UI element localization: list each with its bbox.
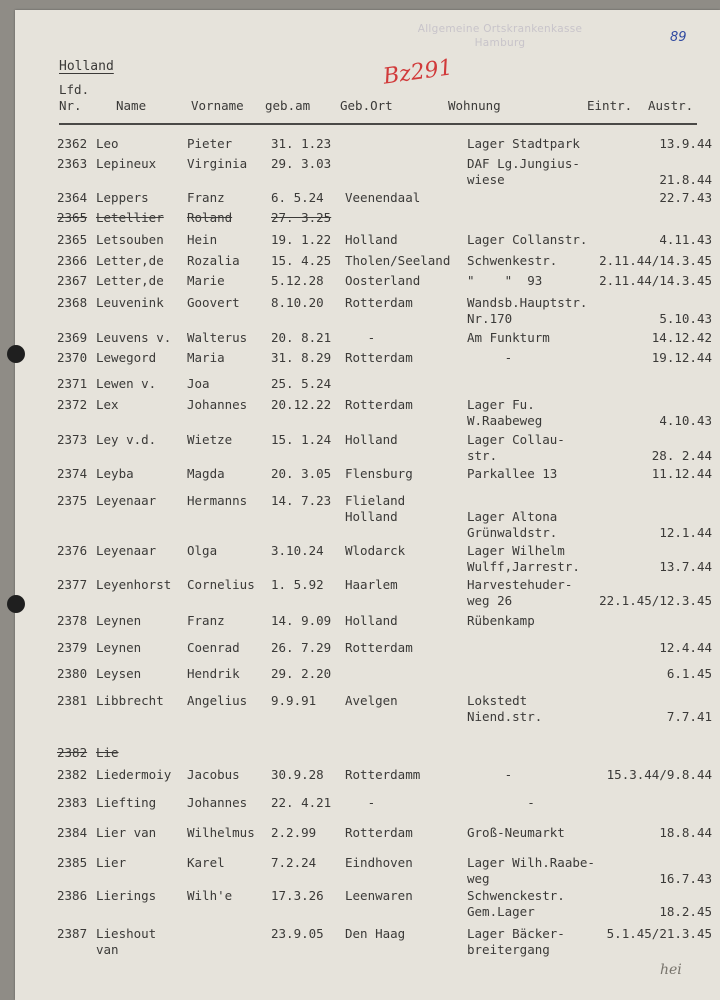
row-geb-ort: Rotterdamm [345, 767, 421, 782]
row-datum: 22.7.43 [659, 190, 712, 205]
row-wohnung: Lager Collau- str. [467, 432, 565, 463]
row-wohnung: Lager Bäcker- breitergang [467, 926, 565, 957]
row-name: Liefting [96, 795, 157, 810]
row-geb-am: 15. 4.25 [271, 253, 332, 268]
row-name: Leyenhorst [96, 577, 172, 592]
row-geb-am: 26. 7.29 [271, 640, 332, 655]
document-page [15, 10, 720, 1000]
row-geb-ort: Veenendaal [345, 190, 421, 205]
row-number: 2380 [57, 666, 88, 681]
row-name: Lex [96, 397, 119, 412]
stamp-line: Hamburg [474, 37, 526, 49]
row-wohnung: - [467, 767, 513, 782]
header-austr: Austr. [648, 98, 694, 113]
row-vorname: Johannes [187, 397, 248, 412]
row-datum: 14.12.42 [651, 330, 712, 345]
row-name: Liedermoiy [96, 767, 172, 782]
row-name: Leuvenink [96, 295, 164, 310]
row-vorname: Walterus [187, 330, 248, 345]
row-number: 2383 [57, 795, 88, 810]
row-geb-am: 30.9.28 [271, 767, 324, 782]
row-geb-am: 29. 3.03 [271, 156, 332, 171]
row-wohnung: Parkallee 13 [467, 466, 558, 481]
row-geb-am: 29. 2.20 [271, 666, 332, 681]
row-vorname: Hein [187, 232, 218, 247]
row-name: Leuvens v. [96, 330, 172, 345]
red-annotation: Bz291 [381, 55, 455, 90]
row-number: 2368 [57, 295, 88, 310]
row-geb-am: 5.12.28 [271, 273, 324, 288]
row-geb-am: 20. 3.05 [271, 466, 332, 481]
row-number: 2382 [57, 767, 88, 782]
row-name: Lier van [96, 825, 157, 840]
header-rule [59, 123, 697, 125]
row-geb-ort: Rotterdam [345, 640, 413, 655]
row-number: 2375 [57, 493, 88, 508]
row-geb-ort: - [345, 795, 376, 810]
row-geb-am: 15. 1.24 [271, 432, 332, 447]
row-geb-am: 1. 5.92 [271, 577, 324, 592]
table-row [15, 543, 720, 581]
row-datum: 6.1.45 [666, 666, 712, 681]
row-number: 2377 [57, 577, 88, 592]
row-number: 2370 [57, 350, 88, 365]
row-name: Lewen v. [96, 376, 157, 391]
table-row [15, 432, 720, 470]
row-number: 2364 [57, 190, 88, 205]
row-datum: 18.2.45 [659, 904, 712, 919]
institution-stamp [410, 22, 590, 50]
header-name: Name [116, 98, 147, 113]
row-geb-am: 14. 7.23 [271, 493, 332, 508]
row-geb-ort: Oosterland [345, 273, 421, 288]
row-datum: 12.1.44 [659, 525, 712, 540]
row-vorname: Pieter [187, 136, 233, 151]
row-geb-am: 23.9.05 [271, 926, 324, 941]
row-geb-ort: Flensburg [345, 466, 413, 481]
row-vorname: Magda [187, 466, 225, 481]
row-vorname: Coenrad [187, 640, 240, 655]
row-datum: 15.3.44/9.8.44 [606, 767, 712, 782]
row-datum: 2.11.44/14.3.45 [599, 253, 712, 268]
row-geb-am: 27. 3.25 [271, 210, 332, 225]
row-geb-am: 14. 9.09 [271, 613, 332, 628]
row-wohnung: Lager Stadtpark [467, 136, 580, 151]
row-datum: 18.8.44 [659, 825, 712, 840]
row-wohnung: Lager Fu. W.Raabeweg [467, 397, 543, 428]
row-number: 2376 [57, 543, 88, 558]
row-vorname: Wilh'e [187, 888, 233, 903]
row-geb-ort: Eindhoven [345, 855, 413, 870]
row-geb-ort: Holland [345, 232, 398, 247]
row-name: Leyenaar [96, 493, 157, 508]
page-title: Holland [59, 59, 114, 74]
row-name: Leyenaar [96, 543, 157, 558]
row-geb-am: 20.12.22 [271, 397, 332, 412]
row-wohnung: Wandsb.Hauptstr. Nr.170 [467, 295, 588, 326]
row-name: Leppers [96, 190, 149, 205]
row-name: Ley v.d. [96, 432, 157, 447]
header-vorname: Vorname [191, 98, 244, 113]
row-vorname: Johannes [187, 795, 248, 810]
row-geb-am: 9.9.91 [271, 693, 317, 708]
row-geb-am: 31. 1.23 [271, 136, 332, 151]
header-geb-am: geb.am [265, 98, 311, 113]
row-geb-ort: Holland [345, 432, 398, 447]
header-geb-ort: Geb.Ort [340, 98, 393, 113]
row-vorname: Franz [187, 190, 225, 205]
row-number: 2363 [57, 156, 88, 171]
table-row [15, 693, 720, 731]
row-geb-am: 3.10.24 [271, 543, 324, 558]
signature: hei [660, 962, 682, 978]
row-vorname: Hendrik [187, 666, 240, 681]
row-geb-am: 6. 5.24 [271, 190, 324, 205]
row-name: Lieshout van [96, 926, 157, 957]
row-name: Lewegord [96, 350, 157, 365]
row-wohnung: Am Funkturm [467, 330, 550, 345]
row-vorname: Wietze [187, 432, 233, 447]
row-geb-am: 25. 5.24 [271, 376, 332, 391]
row-geb-ort: Rotterdam [345, 295, 413, 310]
row-datum: 22.1.45/12.3.45 [599, 593, 712, 608]
row-number: 2371 [57, 376, 88, 391]
row-vorname: Jacobus [187, 767, 240, 782]
row-wohnung: - [467, 350, 513, 365]
row-number: 2379 [57, 640, 88, 655]
row-geb-am: 8.10.20 [271, 295, 324, 310]
row-name: Letellier [96, 210, 164, 225]
row-name: Lierings [96, 888, 157, 903]
table-row [15, 493, 720, 540]
row-number: 2369 [57, 330, 88, 345]
row-datum: 11.12.44 [651, 466, 712, 481]
row-vorname: Wilhelmus [187, 825, 255, 840]
row-geb-ort: - [345, 330, 376, 345]
row-datum: 13.9.44 [659, 136, 712, 151]
row-geb-ort: Avelgen [345, 693, 398, 708]
row-number: 2378 [57, 613, 88, 628]
row-name: Lepineux [96, 156, 157, 171]
row-number: 2381 [57, 693, 88, 708]
row-wohnung: Rübenkamp [467, 613, 535, 628]
row-geb-ort: Rotterdam [345, 825, 413, 840]
row-geb-ort: Haarlem [345, 577, 398, 592]
row-wohnung: Schwenkestr. [467, 253, 558, 268]
row-number: 2386 [57, 888, 88, 903]
row-geb-am: 17.3.26 [271, 888, 324, 903]
row-wohnung: Harvestehuder- weg 26 [467, 577, 573, 608]
row-wohnung: Schwenckestr. Gem.Lager [467, 888, 565, 919]
row-name: Letsouben [96, 232, 164, 247]
row-vorname: Franz [187, 613, 225, 628]
row-wohnung: DAF Lg.Jungius- wiese [467, 156, 580, 187]
row-number: 2384 [57, 825, 88, 840]
row-wohnung: - [467, 795, 535, 810]
header-lfd: Lfd. [59, 82, 90, 97]
row-number: 2365 [57, 210, 88, 225]
row-wohnung: Lager Wilhelm Wulff,Jarrestr. [467, 543, 580, 574]
header-nr: Nr. [59, 98, 82, 113]
row-number: 2367 [57, 273, 88, 288]
row-geb-ort: Rotterdam [345, 350, 413, 365]
row-datum: 16.7.43 [659, 871, 712, 886]
row-datum: 12.4.44 [659, 640, 712, 655]
row-geb-am: 20. 8.21 [271, 330, 332, 345]
row-datum: 4.10.43 [659, 413, 712, 428]
row-geb-ort: Rotterdam [345, 397, 413, 412]
row-datum: 19.12.44 [651, 350, 712, 365]
row-number: 2374 [57, 466, 88, 481]
row-wohnung: " " 93 [467, 273, 543, 288]
row-name: Leynen [96, 640, 142, 655]
row-vorname: Virginia [187, 156, 248, 171]
row-vorname: Hermanns [187, 493, 248, 508]
row-vorname: Goovert [187, 295, 240, 310]
table-row [15, 888, 720, 926]
row-vorname: Rozalia [187, 253, 240, 268]
row-name: Letter,de [96, 273, 164, 288]
row-name: Letter,de [96, 253, 164, 268]
row-name: Leyba [96, 466, 134, 481]
row-datum: 5.10.43 [659, 311, 712, 326]
row-geb-ort: Wlodarck [345, 543, 406, 558]
row-vorname: Joa [187, 376, 210, 391]
row-geb-am: 7.2.24 [271, 855, 317, 870]
row-geb-ort: Leenwaren [345, 888, 413, 903]
row-vorname: Cornelius [187, 577, 255, 592]
row-number: 2387 [57, 926, 88, 941]
table-row [15, 397, 720, 435]
row-vorname: Angelius [187, 693, 248, 708]
row-datum: 2.11.44/14.3.45 [599, 273, 712, 288]
header-eintr: Eintr. [587, 98, 633, 113]
row-geb-am: 2.2.99 [271, 825, 317, 840]
table-row [15, 295, 720, 333]
row-geb-ort: Holland [345, 613, 398, 628]
row-datum: 5.1.45/21.3.45 [606, 926, 712, 941]
row-geb-am: 31. 8.29 [271, 350, 332, 365]
row-wohnung: Groß-Neumarkt [467, 825, 565, 840]
row-vorname: Marie [187, 273, 225, 288]
row-name: Lier [96, 855, 127, 870]
row-number: 2366 [57, 253, 88, 268]
row-wohnung: Lager Wilh.Raabe- weg [467, 855, 595, 886]
table-row [15, 156, 720, 194]
row-vorname: Roland [187, 210, 233, 225]
row-wohnung: Lager Collanstr. [467, 232, 588, 247]
row-name: Leysen [96, 666, 142, 681]
row-geb-ort: Flieland Holland [345, 493, 406, 524]
row-wohnung: Lokstedt Niend.str. [467, 693, 543, 724]
row-vorname: Olga [187, 543, 218, 558]
row-number: 2373 [57, 432, 88, 447]
row-name: Libbrecht [96, 693, 164, 708]
page-number: 89 [670, 30, 687, 45]
row-vorname: Karel [187, 855, 225, 870]
row-name: Lie [96, 745, 119, 760]
row-datum: 28. 2.44 [651, 448, 712, 463]
row-datum: 13.7.44 [659, 559, 712, 574]
row-number: 2362 [57, 136, 88, 151]
stamp-line: Allgemeine Ortskrankenkasse [417, 23, 583, 35]
row-datum: 21.8.44 [659, 172, 712, 187]
row-number: 2372 [57, 397, 88, 412]
row-geb-ort: Tholen/Seeland [345, 253, 451, 268]
row-name: Leo [96, 136, 119, 151]
row-vorname: Maria [187, 350, 225, 365]
row-datum: 4.11.43 [659, 232, 712, 247]
row-name: Leynen [96, 613, 142, 628]
row-number: 2385 [57, 855, 88, 870]
row-geb-am: 19. 1.22 [271, 232, 332, 247]
table-row [15, 577, 720, 615]
row-datum: 7.7.41 [666, 709, 712, 724]
row-wohnung: Lager Altona Grünwaldstr. [467, 509, 558, 540]
row-number: 2365 [57, 232, 88, 247]
row-number: 2382 [57, 745, 88, 760]
header-wohnung: Wohnung [448, 98, 501, 113]
row-geb-ort: Den Haag [345, 926, 406, 941]
row-geb-am: 22. 4.21 [271, 795, 332, 810]
table-row [15, 926, 720, 964]
